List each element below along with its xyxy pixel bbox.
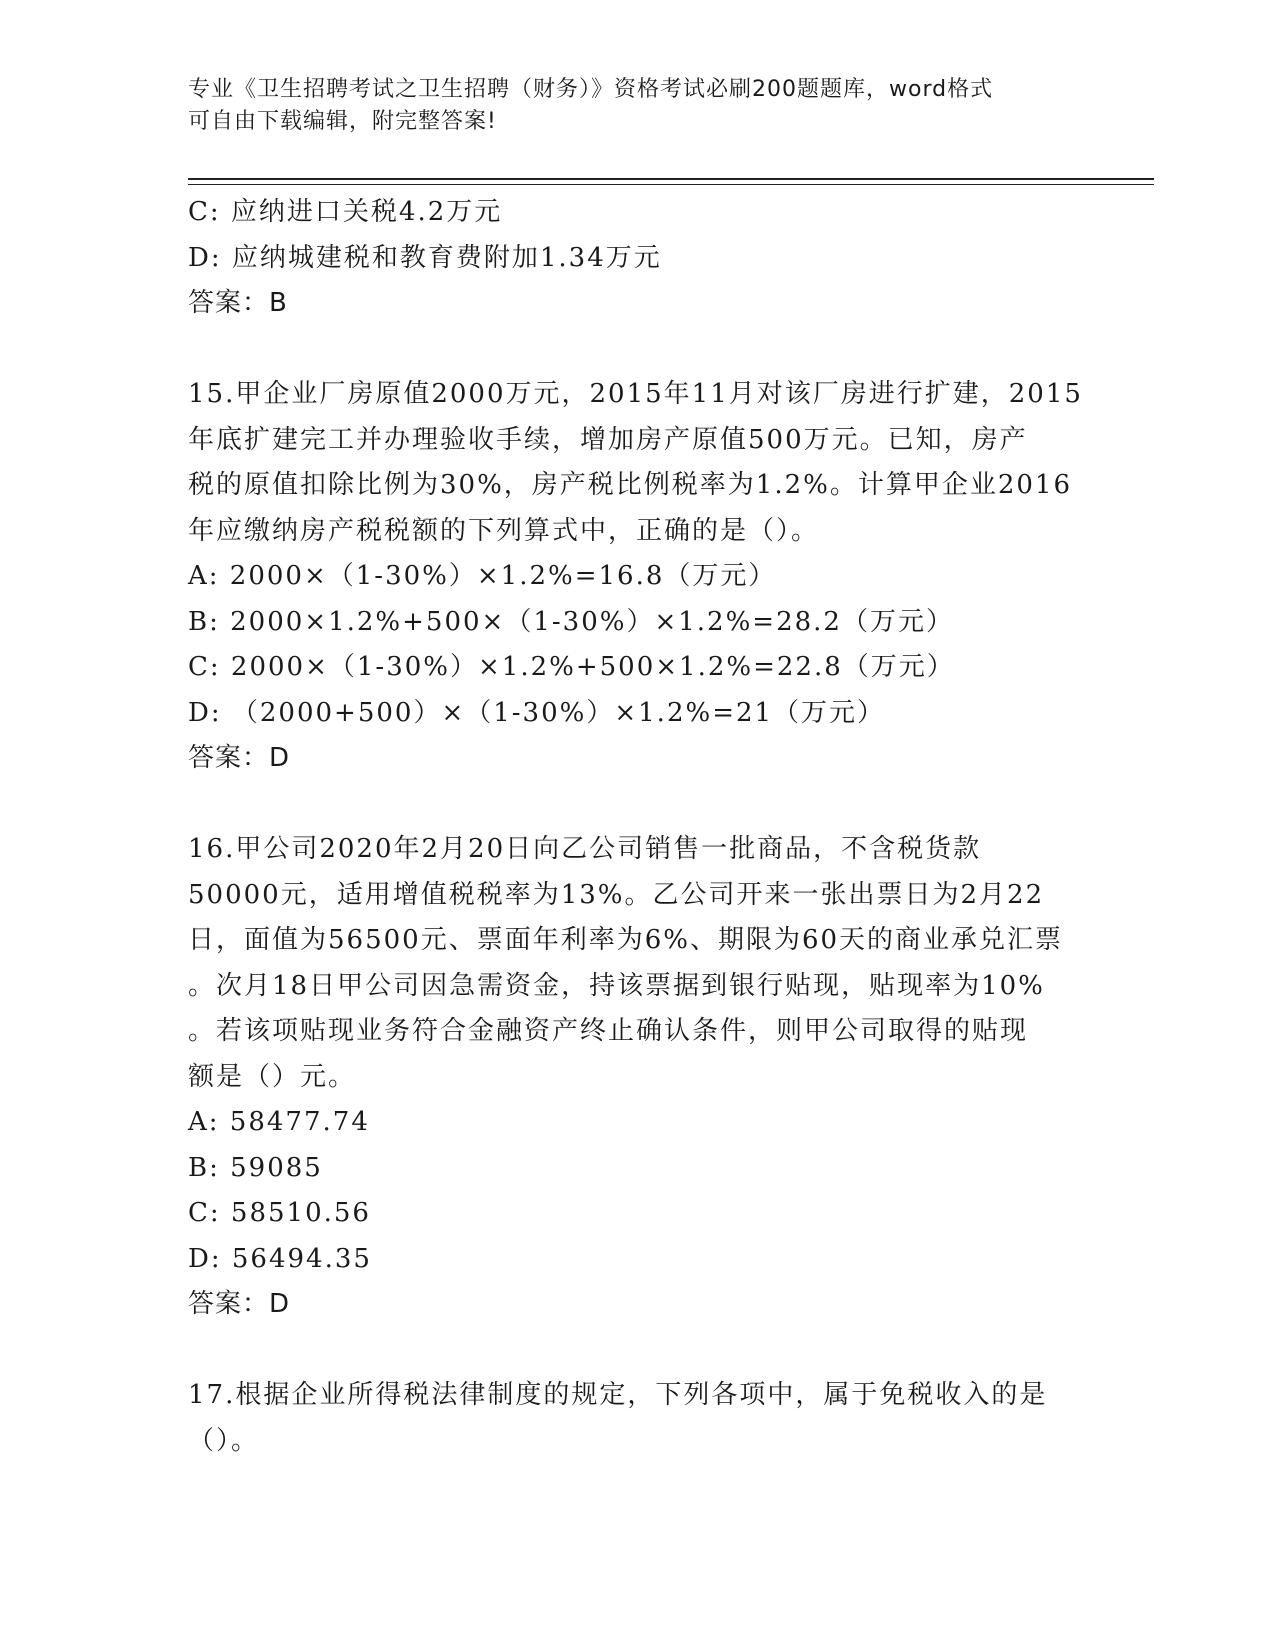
q15-option-a: A: 2000×（1-30%）×1.2%=16.8（万元） (188, 561, 777, 591)
q16-option-a: A: 58477.74 (188, 1107, 370, 1137)
q15-option-c: C: 2000×（1-30%）×1.2%+500×1.2%=22.8（万元） (188, 652, 955, 682)
q17-stem-line-1: 17.根据企业所得税法律制度的规定，下列各项中，属于免税收入的是 (188, 1380, 1048, 1410)
header-divider-thin (188, 184, 1154, 185)
q16-stem-line-2: 50000元，适用增值税税率为13%。乙公司开来一张出票日为2月22 (188, 879, 1045, 910)
spacer (188, 1328, 1088, 1374)
q16-stem-line-4: 。次月18日甲公司因急需资金，持该票据到银行贴现，贴现率为10% (188, 970, 1045, 1001)
page-header (188, 74, 1088, 138)
q15-answer: 答案：D (188, 743, 291, 773)
q16-option-b: B: 59085 (188, 1152, 323, 1183)
q15-option-d: D: （2000+500）×（1-30%）×1.2%=21（万元） (188, 697, 886, 728)
q17-stem-line-2: （）。 (188, 1425, 260, 1456)
spacer (188, 782, 1088, 828)
q14-option-c: C: 应纳进口关税4.2万元 (188, 197, 503, 227)
q15-stem-line-3: 税的原值扣除比例为30%，房产税比例税率为1.2%。计算甲企业2016 (188, 470, 1073, 500)
q16-stem-line-1: 16.甲公司2020年2月20日向乙公司销售一批商品，不含税货款 (188, 834, 982, 864)
q16-stem-line-3: 日，面值为56500元、票面年利率为6%、期限为60天的商业承兑汇票 (188, 925, 1064, 955)
header-line-1: 专业《卫生招聘考试之卫生招聘（财务）》资格考试必刷200题题库，word格式 (188, 77, 994, 102)
q14-answer: 答案：B (188, 288, 288, 318)
q16-stem-line-5: 。若该项贴现业务符合金融资产终止确认条件，则甲公司取得的贴现 (188, 1016, 1029, 1046)
header-divider-thick (188, 178, 1154, 180)
q14-option-d: D: 应纳城建税和教育费附加1.34万元 (188, 242, 662, 273)
spacer (188, 327, 1088, 373)
q16-option-c: C: 58510.56 (188, 1198, 371, 1228)
q15-stem-line-1: 15.甲企业厂房原值2000万元，2015年11月对该厂房进行扩建，2015 (188, 379, 1083, 409)
q16-stem-line-6: 额是（）元。 (188, 1061, 357, 1092)
q16-answer: 答案：D (188, 1289, 291, 1319)
header-line-2: 可自由下载编辑，附完整答案! (188, 109, 497, 134)
document-body (188, 190, 1088, 1464)
q15-stem-line-2: 年底扩建完工并办理验收手续，增加房产原值500万元。已知，房产 (188, 424, 1028, 455)
q15-option-b: B: 2000×1.2%+500×（1-30%）×1.2%=28.2（万元） (188, 606, 954, 637)
q15-stem-line-4: 年应缴纳房产税税额的下列算式中，正确的是（）。 (188, 515, 820, 546)
q16-option-d: D: 56494.35 (188, 1243, 372, 1274)
